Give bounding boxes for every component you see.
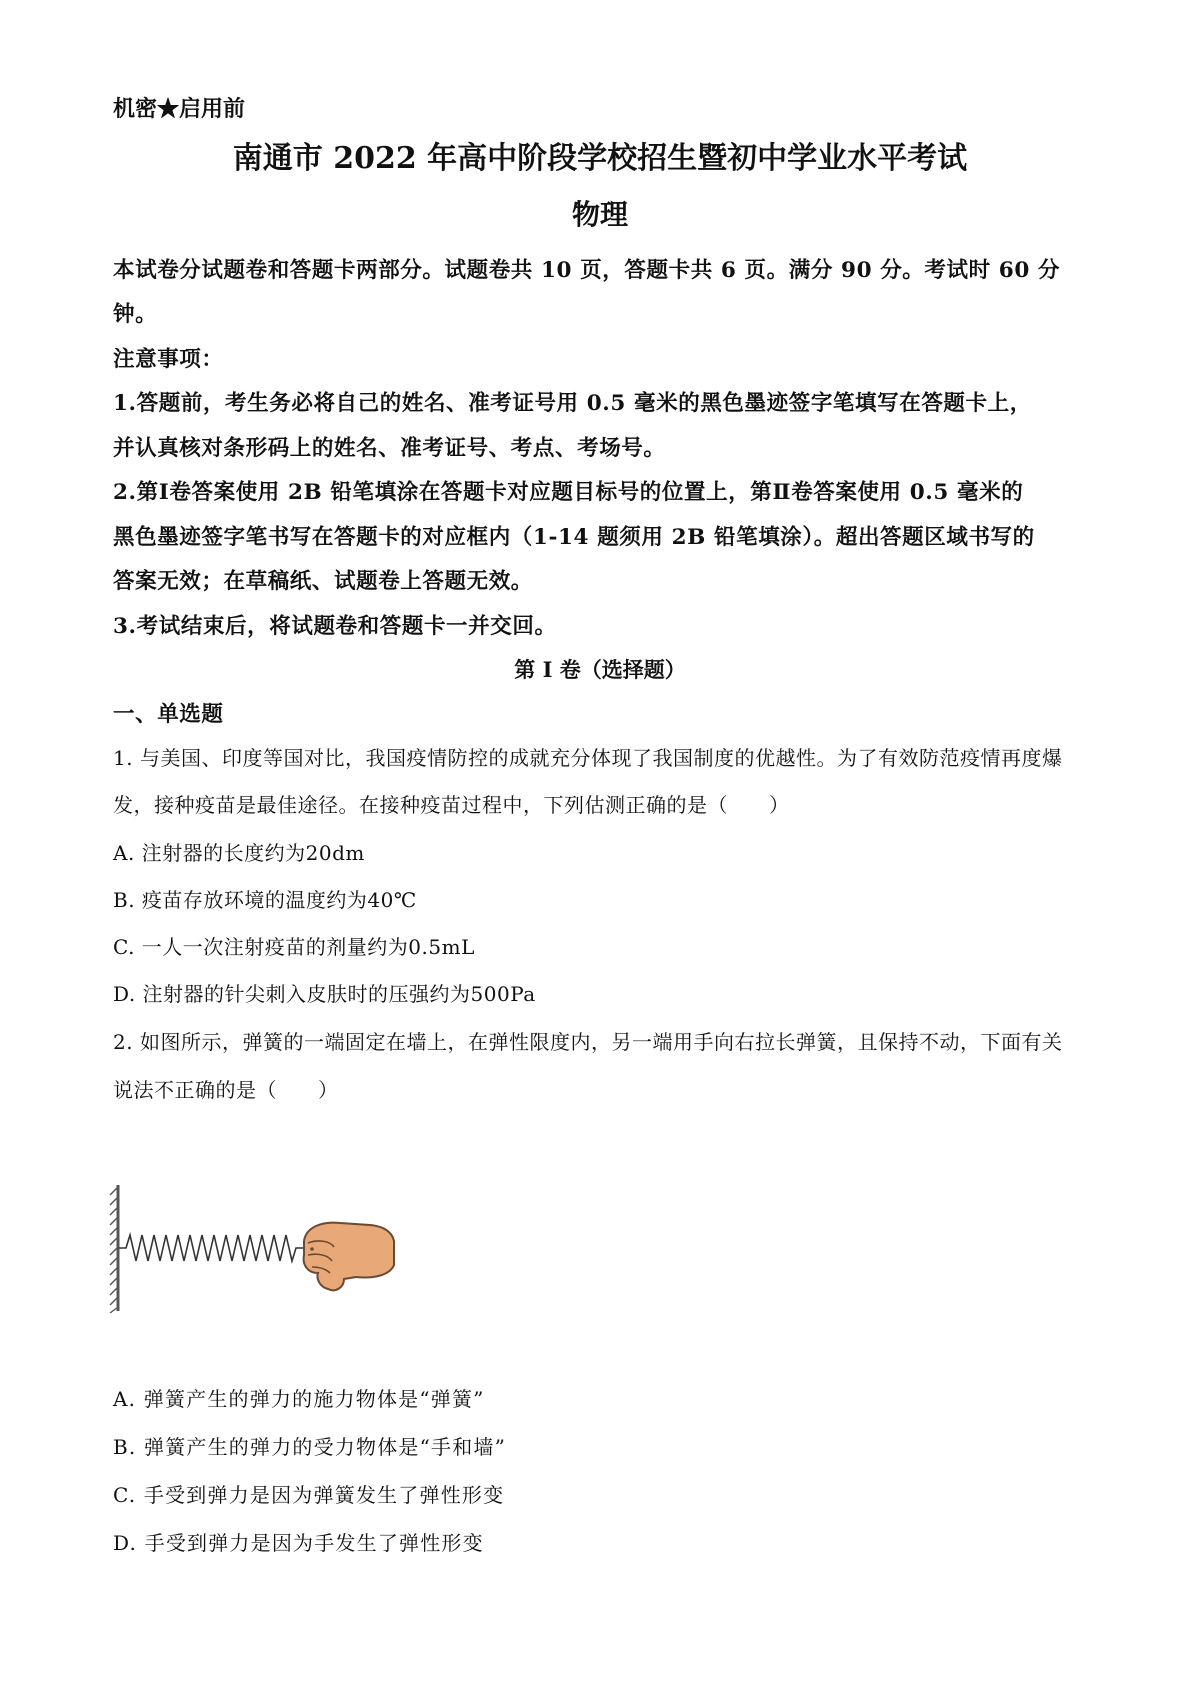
note-1-line-1: 1.答题前，考生务必将自己的姓名、准考证号用 0.5 毫米的黑色墨迹签字笔填写在答题卡上， bbox=[113, 391, 1032, 416]
section-title: 第 I 卷（选择题） bbox=[514, 657, 686, 682]
question-1-option-a: A. 注射器的长度约为20dm bbox=[113, 841, 365, 865]
confidential-label: 机密★启用前 bbox=[113, 96, 246, 122]
note-2-line-1: 2.第Ⅰ卷答案使用 2B 铅笔填涂在答题卡对应题目标号的位置上，第Ⅱ卷答案使用 0.5 毫米的 bbox=[113, 480, 1024, 505]
note-3: 3.考试结束后，将试题卷和答题卡一并交回。 bbox=[113, 614, 557, 639]
question-2-option-a: A. 弹簧产生的弹力的施力物体是“弹簧” bbox=[113, 1387, 485, 1411]
part-heading: 一、单选题 bbox=[113, 702, 224, 727]
question-2-stem-line-1: 2. 如图所示，弹簧的一端固定在墙上，在弹性限度内，另一端用手向右拉长弹簧，且保持不动，下面有关 bbox=[113, 1030, 1063, 1054]
intro-line-2: 钟。 bbox=[113, 302, 158, 327]
question-2-option-c: C. 手受到弹力是因为弹簧发生了弹性形变 bbox=[113, 1483, 505, 1507]
spring-icon bbox=[119, 1235, 308, 1261]
exam-title: 南通市 2022 年高中阶段学校招生暨初中学业水平考试 bbox=[232, 141, 968, 176]
wall-icon bbox=[110, 1185, 118, 1313]
question-2-option-b: B. 弹簧产生的弹力的受力物体是“手和墙” bbox=[113, 1435, 507, 1459]
intro-line-1: 本试卷分试题卷和答题卡两部分。试题卷共 10 页，答题卡共 6 页。满分 90 分。考试时 60 分 bbox=[113, 258, 1061, 283]
question-2-option-d: D. 手受到弹力是因为手发生了弹性形变 bbox=[113, 1531, 484, 1555]
subject-title: 物理 bbox=[571, 198, 628, 231]
notes-heading: 注意事项： bbox=[113, 347, 224, 372]
question-2-stem-line-2: 说法不正确的是（ ） bbox=[113, 1078, 339, 1102]
question-1-stem-line-1: 1. 与美国、印度等国对比，我国疫情防控的成就充分体现了我国制度的优越性。为了有效防范疫情再度爆 bbox=[113, 746, 1063, 770]
hand-icon bbox=[304, 1223, 394, 1291]
question-1-option-b: B. 疫苗存放环境的温度约为40℃ bbox=[113, 888, 417, 912]
question-1-stem-line-2: 发，接种疫苗是最佳途径。在接种疫苗过程中，下列估测正确的是（ ） bbox=[113, 793, 790, 817]
question-1-option-c: C. 一人一次注射疫苗的剂量约为0.5mL bbox=[113, 935, 475, 959]
question-1-option-d: D. 注射器的针尖刺入皮肤时的压强约为500Pa bbox=[113, 982, 536, 1006]
note-1-line-2: 并认真核对条形码上的姓名、准考证号、考点、考场号。 bbox=[113, 436, 666, 461]
note-2-line-2: 黑色墨迹签字笔书写在答题卡的对应框内（1-14 题须用 2B 铅笔填涂）。超出答题区域书写的 bbox=[113, 525, 1035, 550]
spring-hand-figure bbox=[108, 1183, 398, 1313]
note-2-line-3: 答案无效；在草稿纸、试题卷上答题无效。 bbox=[113, 569, 533, 594]
